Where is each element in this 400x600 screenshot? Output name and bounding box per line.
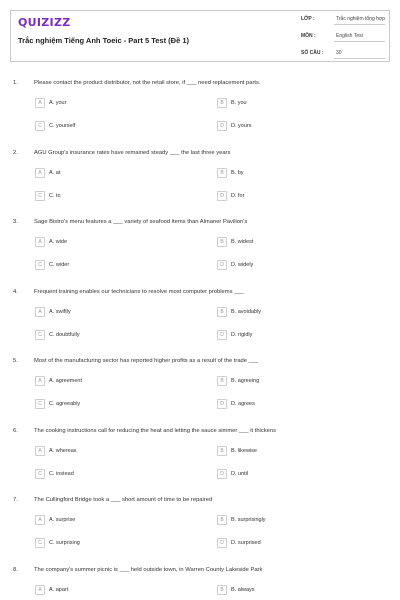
option-label: B. surprisingly [231, 517, 266, 523]
question-number: 6. [13, 427, 18, 434]
option-letter-box[interactable]: B [217, 237, 227, 247]
meta-key: MÔN : [301, 33, 316, 39]
question-number: 4. [13, 288, 18, 295]
meta-underline [334, 41, 385, 42]
option-label: C. wider [49, 262, 70, 268]
option-label: B. widest [231, 239, 254, 245]
option-label: B. by [231, 169, 244, 176]
question-text: The Cullingford Bridge took a ___ short amount of time to be repaired [34, 497, 213, 503]
option-letter-box[interactable]: A [35, 585, 45, 595]
question-number: 3. [13, 219, 18, 225]
option-label: D. surprised [231, 540, 261, 546]
option-label: A. swiftly [49, 308, 71, 315]
question-item [0, 428, 400, 498]
option-label: C. doubtfully [49, 331, 80, 338]
option-letter-box[interactable]: A [35, 307, 45, 317]
option-label: D. widely [231, 262, 254, 268]
option-label: A. wide [49, 239, 68, 245]
option-letter-box[interactable]: C [35, 399, 45, 409]
option-letter-box[interactable]: D [217, 121, 227, 131]
option-letter-box[interactable]: D [217, 469, 227, 479]
meta-underline [334, 58, 385, 59]
question-item [0, 219, 400, 289]
option-letter-box[interactable]: C [35, 538, 45, 548]
meta-info [289, 11, 391, 63]
option-label: C. surprising [49, 540, 80, 546]
question-item [0, 497, 400, 567]
option-label: B. avoidably [231, 308, 261, 315]
option-letter-box[interactable]: B [217, 168, 227, 178]
option-label: C. agreeably [49, 401, 81, 407]
option-letter-box[interactable]: A [35, 446, 45, 456]
option-letter-box[interactable]: B [217, 307, 227, 317]
question-text: AGU Group's insurance rates have remained steady ___ the last three years [34, 149, 231, 156]
question-text: Sage Bistro's menu features a ___ variety of seafood items than Almaner Pavilion's [34, 219, 248, 225]
option-letter-box[interactable]: C [35, 330, 45, 340]
option-letter-box[interactable]: B [217, 376, 227, 386]
worksheet-header [10, 10, 390, 62]
option-letter-box[interactable]: C [35, 469, 45, 479]
option-letter-box[interactable]: A [35, 376, 45, 386]
option-label: B. agreeing [231, 378, 260, 384]
question-text: The cooking instructions call for reducing the heat and letting the sauce simmer ___ it thickens [34, 427, 276, 434]
option-letter-box[interactable]: B [217, 446, 227, 456]
meta-key: LỚP : [301, 16, 315, 22]
worksheet-title: Trắc nghiệm Tiếng Anh Toeic - Part 5 Test (Đề 1) [18, 36, 190, 45]
meta-value: Trắc nghiệm tổng hợp [336, 16, 385, 22]
meta-underline [334, 24, 385, 25]
option-label: C. instead [49, 470, 74, 477]
option-label: C. yourself [49, 123, 76, 129]
option-letter-box[interactable]: C [35, 191, 45, 201]
question-number: 5. [13, 358, 18, 364]
meta-row-count [289, 45, 391, 62]
option-label: A. your [49, 100, 67, 106]
meta-row-subject [289, 28, 391, 45]
option-label: A. at [49, 169, 61, 176]
option-label: B. you [231, 100, 247, 106]
option-letter-box[interactable]: B [217, 515, 227, 525]
option-label: D. until [231, 470, 249, 477]
question-text: Please contact the product distributor, not the retail store, if ___ need replacement parts. [34, 80, 261, 86]
option-label: A. apart [49, 586, 69, 593]
option-label: D. agrees [231, 401, 255, 407]
option-letter-box[interactable]: B [217, 98, 227, 108]
option-letter-box[interactable]: D [217, 330, 227, 340]
option-letter-box[interactable]: A [35, 237, 45, 247]
option-label: D. for [231, 192, 245, 199]
question-item [0, 567, 400, 600]
option-label: B. likewise [231, 447, 257, 454]
question-number: 7. [13, 497, 18, 503]
question-text: Most of the manufacturing sector has reported higher profits as a result of the trade ___ [34, 358, 259, 364]
option-label: A. agreement [49, 378, 83, 384]
option-label: A. whereas [49, 447, 77, 454]
option-label: A. surprise [49, 517, 76, 523]
question-text: Frequent training enables our technicians to resolve most computer problems ___ [34, 288, 244, 295]
question-item [0, 289, 400, 359]
question-item [0, 80, 400, 150]
option-letter-box[interactable]: D [217, 538, 227, 548]
option-letter-box[interactable]: C [35, 121, 45, 131]
option-label: C. to [49, 192, 61, 199]
quizizz-logo: QUIZIZZ [18, 16, 71, 29]
option-letter-box[interactable]: D [217, 399, 227, 409]
option-letter-box[interactable]: A [35, 515, 45, 525]
meta-value: English Test [336, 33, 363, 39]
option-letter-box[interactable]: D [217, 260, 227, 270]
question-number: 1. [13, 80, 18, 86]
option-label: D. rigidly [231, 331, 253, 338]
option-letter-box[interactable]: C [35, 260, 45, 270]
option-letter-box[interactable]: A [35, 98, 45, 108]
meta-row-class [289, 11, 391, 28]
question-item [0, 150, 400, 220]
question-number: 2. [13, 149, 18, 156]
option-letter-box[interactable]: B [217, 585, 227, 595]
question-text: The company's summer picnic is ___ held outside town, in Warren County Lakeside Park [34, 566, 263, 573]
option-letter-box[interactable]: A [35, 168, 45, 178]
option-letter-box[interactable]: D [217, 191, 227, 201]
option-label: D. yours [231, 123, 252, 129]
meta-value: 30 [336, 50, 342, 56]
question-number: 8. [13, 566, 18, 573]
meta-key: SỐ CÂU : [301, 50, 324, 56]
question-item [0, 358, 400, 428]
option-label: B. always [231, 586, 255, 593]
